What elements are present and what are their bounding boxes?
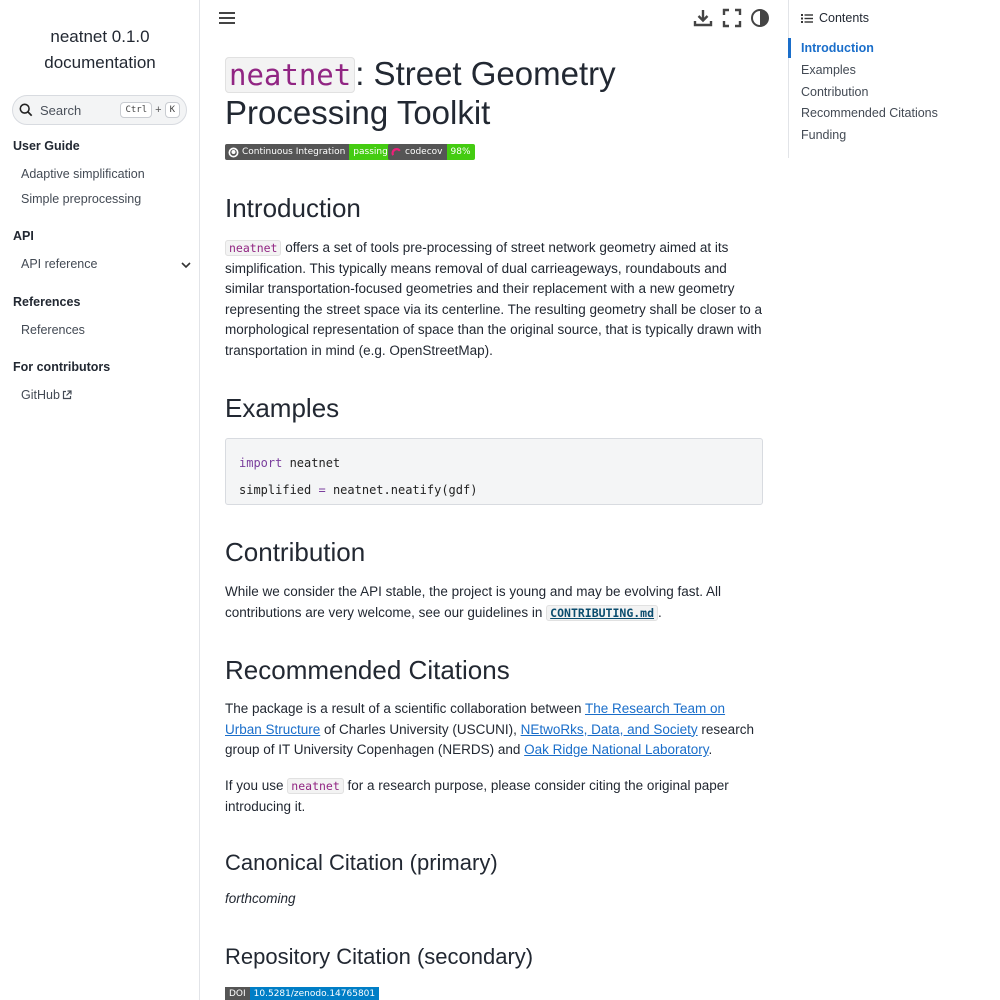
codecov-badge-label-wrap bbox=[388, 144, 447, 160]
ci-badge-value: passing bbox=[349, 144, 392, 160]
nav-caption-api: API bbox=[13, 229, 34, 243]
toc-item-recommended-citations[interactable]: Recommended Citations bbox=[801, 106, 938, 120]
doi-badge[interactable] bbox=[225, 987, 379, 1000]
github-icon bbox=[228, 147, 239, 158]
citations-text-b: of Charles University (USCUNI), bbox=[320, 721, 521, 737]
title-package-name: neatnet bbox=[225, 57, 355, 93]
citing-text-a: If you use bbox=[225, 778, 288, 793]
fullscreen-icon[interactable] bbox=[722, 8, 742, 28]
code-line-1 bbox=[239, 450, 749, 477]
citations-text-a: The package is a result of a scientific collaboration between bbox=[225, 701, 585, 716]
download-icon[interactable] bbox=[693, 8, 713, 28]
github-link-label[interactable]: GitHub bbox=[21, 388, 60, 402]
heading-canonical-citation: Canonical Citation (primary) bbox=[225, 850, 498, 875]
ci-badge[interactable] bbox=[225, 144, 392, 160]
heading-introduction: Introduction bbox=[225, 193, 361, 223]
toc-item-contribution[interactable]: Contribution bbox=[801, 85, 869, 99]
codecov-badge-value: 98% bbox=[447, 144, 475, 160]
code-import-target: neatnet bbox=[282, 456, 341, 470]
nav-item-references[interactable]: References bbox=[21, 323, 85, 337]
codecov-badge[interactable] bbox=[388, 144, 475, 160]
external-link-icon bbox=[62, 390, 72, 400]
site-brand[interactable] bbox=[0, 24, 200, 76]
codecov-icon bbox=[391, 147, 402, 158]
doi-badge-value: 10.5281/zenodo.14765801 bbox=[250, 987, 379, 1000]
code-variable: simplified bbox=[239, 483, 319, 497]
shortcut-key-ctrl: Ctrl bbox=[120, 102, 152, 118]
toc-item-introduction[interactable]: Introduction bbox=[801, 41, 874, 55]
toc-heading bbox=[801, 11, 869, 25]
nav-caption-for-contributors: For contributors bbox=[13, 360, 111, 374]
nav-item-api-reference[interactable]: API reference bbox=[21, 257, 98, 271]
heading-examples: Examples bbox=[225, 393, 340, 423]
toc-heading-label: Contents bbox=[819, 11, 870, 25]
page-title bbox=[225, 55, 765, 131]
search-shortcut bbox=[120, 102, 180, 118]
code-block[interactable] bbox=[225, 438, 763, 505]
brand-title[interactable]: neatnet 0.1.0 bbox=[50, 27, 150, 46]
intro-package-code: neatnet bbox=[225, 240, 281, 256]
intro-text: offers a set of tools pre-processing of street network geometry aimed at its simplification. This typically means removal of dual carrieageways, roundabouts and similar transportation-focused geometries and their replacement with a new geometry representing the street space via its centerline. The resulting geometry shall be closer to a morphological representation of space than the original source, that is typically drawn with transportation in mind (e.g. OpenStreetMap). bbox=[225, 240, 763, 358]
heading-repository-citation: Repository Citation (secondary) bbox=[225, 944, 534, 969]
nav-caption-user-guide: User Guide bbox=[13, 139, 80, 153]
menu-icon[interactable] bbox=[218, 9, 236, 27]
toc-item-examples[interactable]: Examples bbox=[801, 63, 856, 77]
nav-caption-references: References bbox=[13, 295, 81, 309]
ci-badge-label-wrap bbox=[225, 144, 349, 160]
canonical-citation-text: forthcoming bbox=[225, 891, 296, 906]
code-operator: = bbox=[318, 483, 326, 497]
search-button[interactable] bbox=[12, 95, 187, 125]
codecov-badge-label: codecov bbox=[405, 147, 443, 157]
citing-paragraph bbox=[225, 776, 765, 817]
contributing-link[interactable]: CONTRIBUTING.md bbox=[546, 605, 658, 621]
page-toc bbox=[788, 0, 1000, 158]
theme-toggle-icon[interactable] bbox=[750, 8, 770, 28]
doi-badge-label: DOI bbox=[225, 987, 250, 1000]
search-icon bbox=[19, 103, 33, 117]
shortcut-plus: + bbox=[155, 104, 162, 116]
code-keyword-import: import bbox=[239, 456, 283, 470]
title-text: : Street Geometry Processing Toolkit bbox=[225, 55, 616, 131]
search-label: Search bbox=[40, 102, 82, 118]
brand-subtitle[interactable]: documentation bbox=[44, 53, 156, 72]
toc-item-funding[interactable]: Funding bbox=[801, 128, 847, 142]
code-line-2 bbox=[239, 477, 749, 504]
toc-active-indicator bbox=[788, 38, 791, 58]
chevron-down-icon[interactable] bbox=[180, 259, 192, 271]
heading-recommended-citations: Recommended Citations bbox=[225, 655, 510, 685]
heading-contribution: Contribution bbox=[225, 537, 366, 567]
citing-text-b: for a research purpose, please consider citing the original paper introducing it. bbox=[225, 778, 729, 814]
contribution-text: While we consider the API stable, the project is young and may be evolving fast. All contributions are very welcome, see our guidelines in bbox=[225, 584, 722, 620]
citations-paragraph bbox=[225, 699, 765, 761]
nav-item-github[interactable] bbox=[21, 388, 72, 402]
ci-badge-label: Continuous Integration bbox=[242, 147, 346, 157]
citations-text-c: research group of IT University Copenhagen (NERDS) and bbox=[225, 721, 754, 758]
link-research-team[interactable]: The Research Team on Urban Structure bbox=[225, 701, 726, 737]
nav-item-simple-preprocessing[interactable]: Simple preprocessing bbox=[21, 192, 142, 206]
list-icon bbox=[801, 13, 813, 24]
link-ornl[interactable]: Oak Ridge National Laboratory bbox=[524, 742, 709, 758]
shortcut-key-k: K bbox=[165, 102, 180, 118]
citing-package-code: neatnet bbox=[287, 778, 343, 794]
nav-item-adaptive-simplification[interactable]: Adaptive simplification bbox=[21, 167, 145, 181]
intro-paragraph bbox=[225, 238, 765, 362]
code-call: neatnet.neatify(gdf) bbox=[325, 483, 478, 497]
link-nerds[interactable]: NEtwoRks, Data, and Society bbox=[520, 721, 698, 737]
left-sidebar bbox=[0, 0, 200, 1000]
contribution-end: . bbox=[658, 604, 662, 620]
contribution-paragraph bbox=[225, 582, 765, 623]
citations-text-d: . bbox=[708, 742, 713, 758]
